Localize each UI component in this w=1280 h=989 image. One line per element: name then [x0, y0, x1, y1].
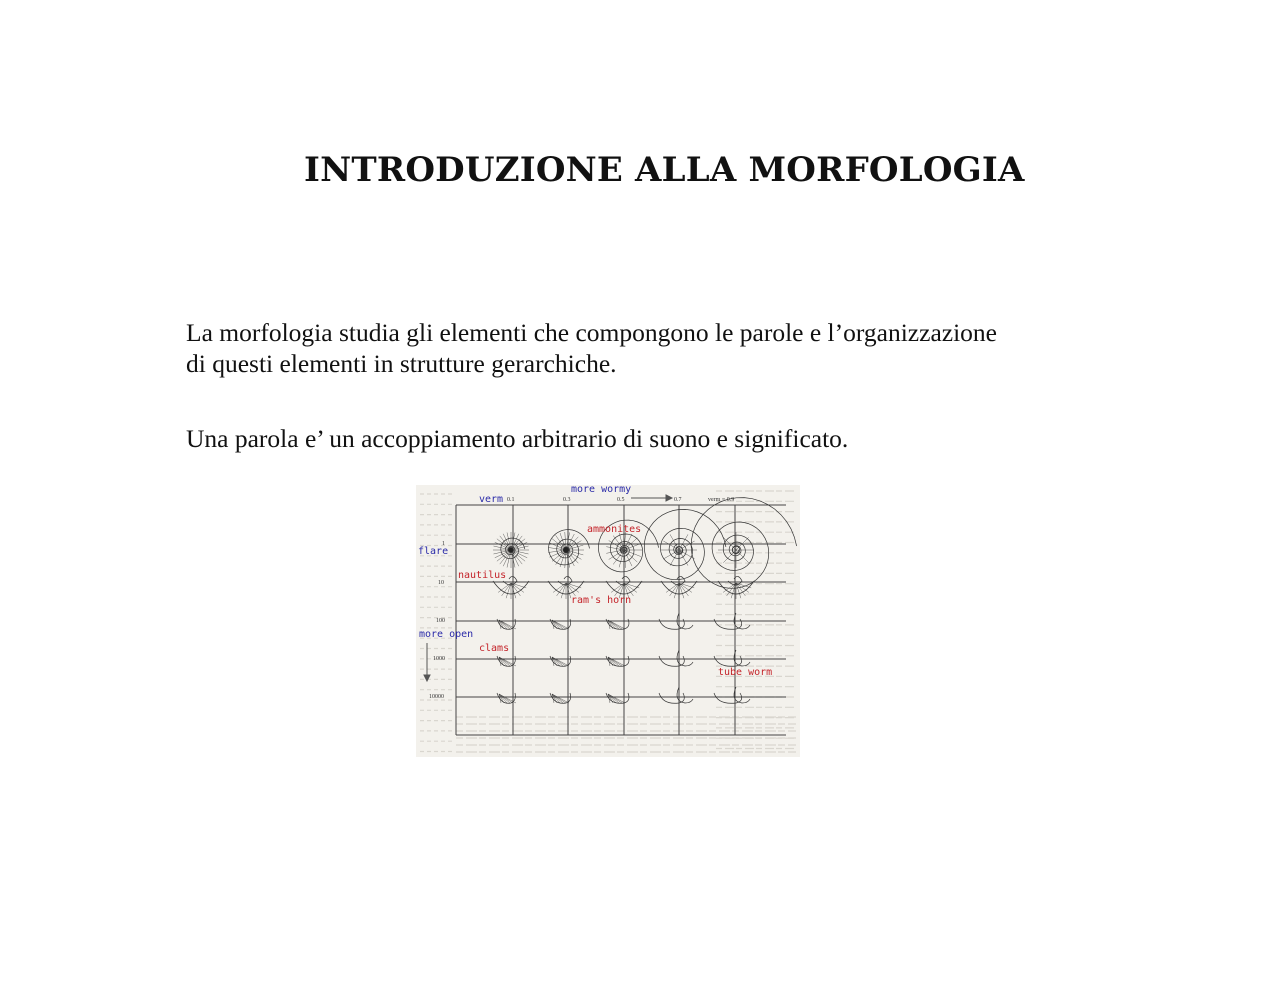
paragraph-line: di questi elementi in strutture gerarchiche.	[186, 349, 617, 378]
paragraph-line: Una parola e’ un accoppiamento arbitrario di suono e significato.	[186, 424, 849, 453]
row-tick: 10	[438, 580, 444, 586]
label-more-wormy: more wormy	[571, 485, 632, 495]
row-tick: 1	[442, 541, 445, 547]
paragraph-word-definition	[186, 423, 848, 454]
label-clams: clams	[479, 643, 510, 654]
label-ammonites: ammonites	[587, 524, 642, 535]
shell-morphology-figure	[416, 485, 800, 757]
label-nautilus: nautilus	[458, 570, 507, 581]
column-tick: 0.5	[617, 497, 625, 503]
label-tube-worm: tube worm	[718, 667, 773, 678]
column-tick: 0.3	[563, 497, 571, 503]
column-tick: 0.7	[674, 497, 682, 503]
page-title: INTRODUZIONE ALLA MORFOLOGIA	[304, 150, 1025, 190]
column-tick: verm = 0.9	[708, 497, 735, 503]
row-tick: 100	[436, 618, 445, 624]
column-tick: 0.1	[507, 497, 515, 503]
label-flare: flare	[418, 546, 449, 557]
label-more-open: more open	[419, 629, 474, 640]
row-tick: 1000	[433, 656, 445, 662]
paragraph-morphology-definition	[186, 317, 997, 379]
row-tick: 10000	[429, 694, 444, 700]
label-verm: verm	[479, 494, 504, 505]
label-rams-horn: ram's horn	[571, 595, 632, 606]
paragraph-line: La morfologia studia gli elementi che compongono le parole e l’organizzazione	[186, 318, 997, 347]
